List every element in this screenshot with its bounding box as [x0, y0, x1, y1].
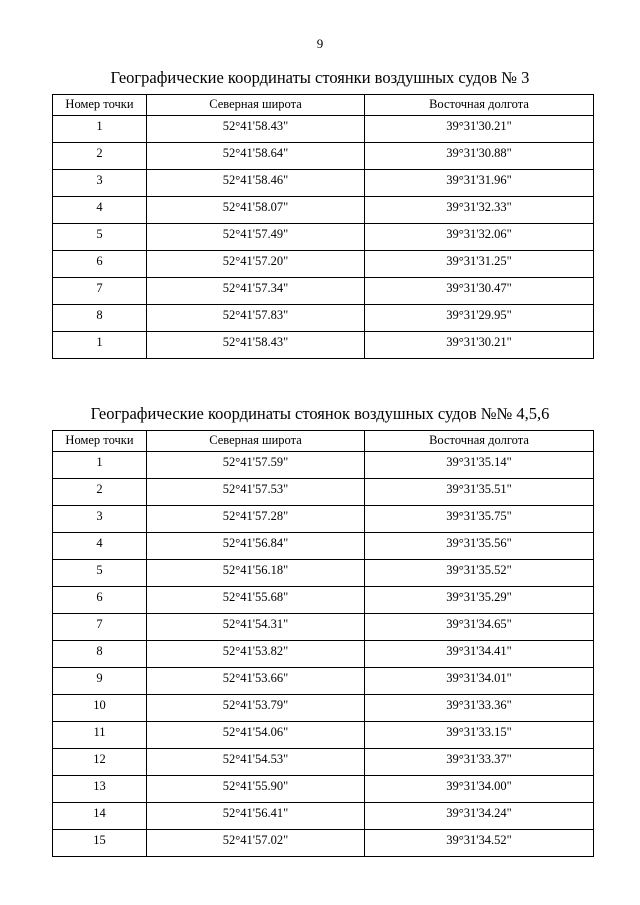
cell-latitude: 52°41'57.53" [147, 479, 365, 506]
cell-point-number: 13 [53, 776, 147, 803]
table-row [53, 332, 594, 359]
table-row [53, 143, 594, 170]
cell-longitude: 39°31'34.24" [365, 803, 594, 830]
cell-point-number: 3 [53, 506, 147, 533]
cell-latitude: 52°41'53.82" [147, 641, 365, 668]
table-row [53, 803, 594, 830]
cell-latitude: 52°41'56.41" [147, 803, 365, 830]
cell-point-number: 1 [53, 332, 147, 359]
header-point-number: Номер точки [53, 95, 147, 116]
cell-longitude: 39°31'34.41" [365, 641, 594, 668]
table-row [53, 749, 594, 776]
cell-point-number: 5 [53, 224, 147, 251]
cell-latitude: 52°41'57.49" [147, 224, 365, 251]
table-header-row [53, 431, 594, 452]
header-east-longitude: Восточная долгота [365, 95, 594, 116]
cell-point-number: 4 [53, 197, 147, 224]
cell-point-number: 7 [53, 278, 147, 305]
cell-latitude: 52°41'57.83" [147, 305, 365, 332]
cell-point-number: 12 [53, 749, 147, 776]
table-row [53, 614, 594, 641]
cell-point-number: 11 [53, 722, 147, 749]
cell-longitude: 39°31'32.06" [365, 224, 594, 251]
table-row [53, 641, 594, 668]
cell-longitude: 39°31'30.21" [365, 332, 594, 359]
cell-latitude: 52°41'53.66" [147, 668, 365, 695]
cell-latitude: 52°41'54.53" [147, 749, 365, 776]
header-north-latitude: Северная широта [147, 95, 365, 116]
table-row [53, 560, 594, 587]
cell-latitude: 52°41'53.79" [147, 695, 365, 722]
cell-latitude: 52°41'57.28" [147, 506, 365, 533]
cell-point-number: 2 [53, 143, 147, 170]
cell-latitude: 52°41'55.68" [147, 587, 365, 614]
cell-point-number: 3 [53, 170, 147, 197]
cell-point-number: 4 [53, 533, 147, 560]
cell-point-number: 14 [53, 803, 147, 830]
cell-point-number: 2 [53, 479, 147, 506]
table-row [53, 776, 594, 803]
cell-latitude: 52°41'57.20" [147, 251, 365, 278]
cell-longitude: 39°31'34.65" [365, 614, 594, 641]
cell-point-number: 1 [53, 452, 147, 479]
cell-longitude: 39°31'33.37" [365, 749, 594, 776]
cell-point-number: 1 [53, 116, 147, 143]
cell-point-number: 7 [53, 614, 147, 641]
cell-point-number: 8 [53, 305, 147, 332]
table-row [53, 452, 594, 479]
cell-latitude: 52°41'58.07" [147, 197, 365, 224]
table-row [53, 305, 594, 332]
table-row [53, 587, 594, 614]
table-row [53, 224, 594, 251]
header-point-number: Номер точки [53, 431, 147, 452]
table-row [53, 197, 594, 224]
cell-longitude: 39°31'35.51" [365, 479, 594, 506]
cell-latitude: 52°41'58.43" [147, 116, 365, 143]
cell-latitude: 52°41'58.43" [147, 332, 365, 359]
cell-longitude: 39°31'29.95" [365, 305, 594, 332]
cell-longitude: 39°31'35.52" [365, 560, 594, 587]
table-row [53, 278, 594, 305]
table-title-parking-3: Географические координаты стоянки воздушных судов № 3 [110, 68, 530, 87]
table-title-parking-4-5-6: Географические координаты стоянок воздушных судов №№ 4,5,6 [90, 404, 550, 423]
cell-longitude: 39°31'35.56" [365, 533, 594, 560]
header-north-latitude: Северная широта [147, 431, 365, 452]
cell-latitude: 52°41'58.64" [147, 143, 365, 170]
table-row [53, 170, 594, 197]
table-row [53, 506, 594, 533]
cell-longitude: 39°31'32.33" [365, 197, 594, 224]
cell-point-number: 15 [53, 830, 147, 857]
table-row [53, 722, 594, 749]
table-row [53, 479, 594, 506]
cell-longitude: 39°31'34.00" [365, 776, 594, 803]
table-row [53, 533, 594, 560]
cell-latitude: 52°41'54.06" [147, 722, 365, 749]
cell-latitude: 52°41'56.18" [147, 560, 365, 587]
cell-longitude: 39°31'30.21" [365, 116, 594, 143]
cell-latitude: 52°41'57.02" [147, 830, 365, 857]
cell-longitude: 39°31'30.47" [365, 278, 594, 305]
cell-point-number: 9 [53, 668, 147, 695]
cell-point-number: 8 [53, 641, 147, 668]
cell-longitude: 39°31'34.01" [365, 668, 594, 695]
cell-longitude: 39°31'35.14" [365, 452, 594, 479]
cell-longitude: 39°31'30.88" [365, 143, 594, 170]
cell-latitude: 52°41'57.59" [147, 452, 365, 479]
table-row [53, 830, 594, 857]
cell-longitude: 39°31'35.29" [365, 587, 594, 614]
table-row [53, 668, 594, 695]
table-row [53, 695, 594, 722]
cell-longitude: 39°31'35.75" [365, 506, 594, 533]
cell-longitude: 39°31'33.15" [365, 722, 594, 749]
page-number: 9 [316, 36, 324, 51]
coordinates-table-parking-4-5-6 [52, 430, 594, 857]
cell-longitude: 39°31'34.52" [365, 830, 594, 857]
header-east-longitude: Восточная долгота [365, 431, 594, 452]
cell-point-number: 5 [53, 560, 147, 587]
cell-latitude: 52°41'56.84" [147, 533, 365, 560]
coordinates-table-parking-3 [52, 94, 594, 359]
cell-latitude: 52°41'55.90" [147, 776, 365, 803]
table-header-row [53, 95, 594, 116]
cell-longitude: 39°31'33.36" [365, 695, 594, 722]
cell-latitude: 52°41'57.34" [147, 278, 365, 305]
table-row [53, 251, 594, 278]
cell-point-number: 10 [53, 695, 147, 722]
cell-latitude: 52°41'58.46" [147, 170, 365, 197]
cell-latitude: 52°41'54.31" [147, 614, 365, 641]
cell-longitude: 39°31'31.96" [365, 170, 594, 197]
cell-point-number: 6 [53, 251, 147, 278]
cell-point-number: 6 [53, 587, 147, 614]
cell-longitude: 39°31'31.25" [365, 251, 594, 278]
table-row [53, 116, 594, 143]
